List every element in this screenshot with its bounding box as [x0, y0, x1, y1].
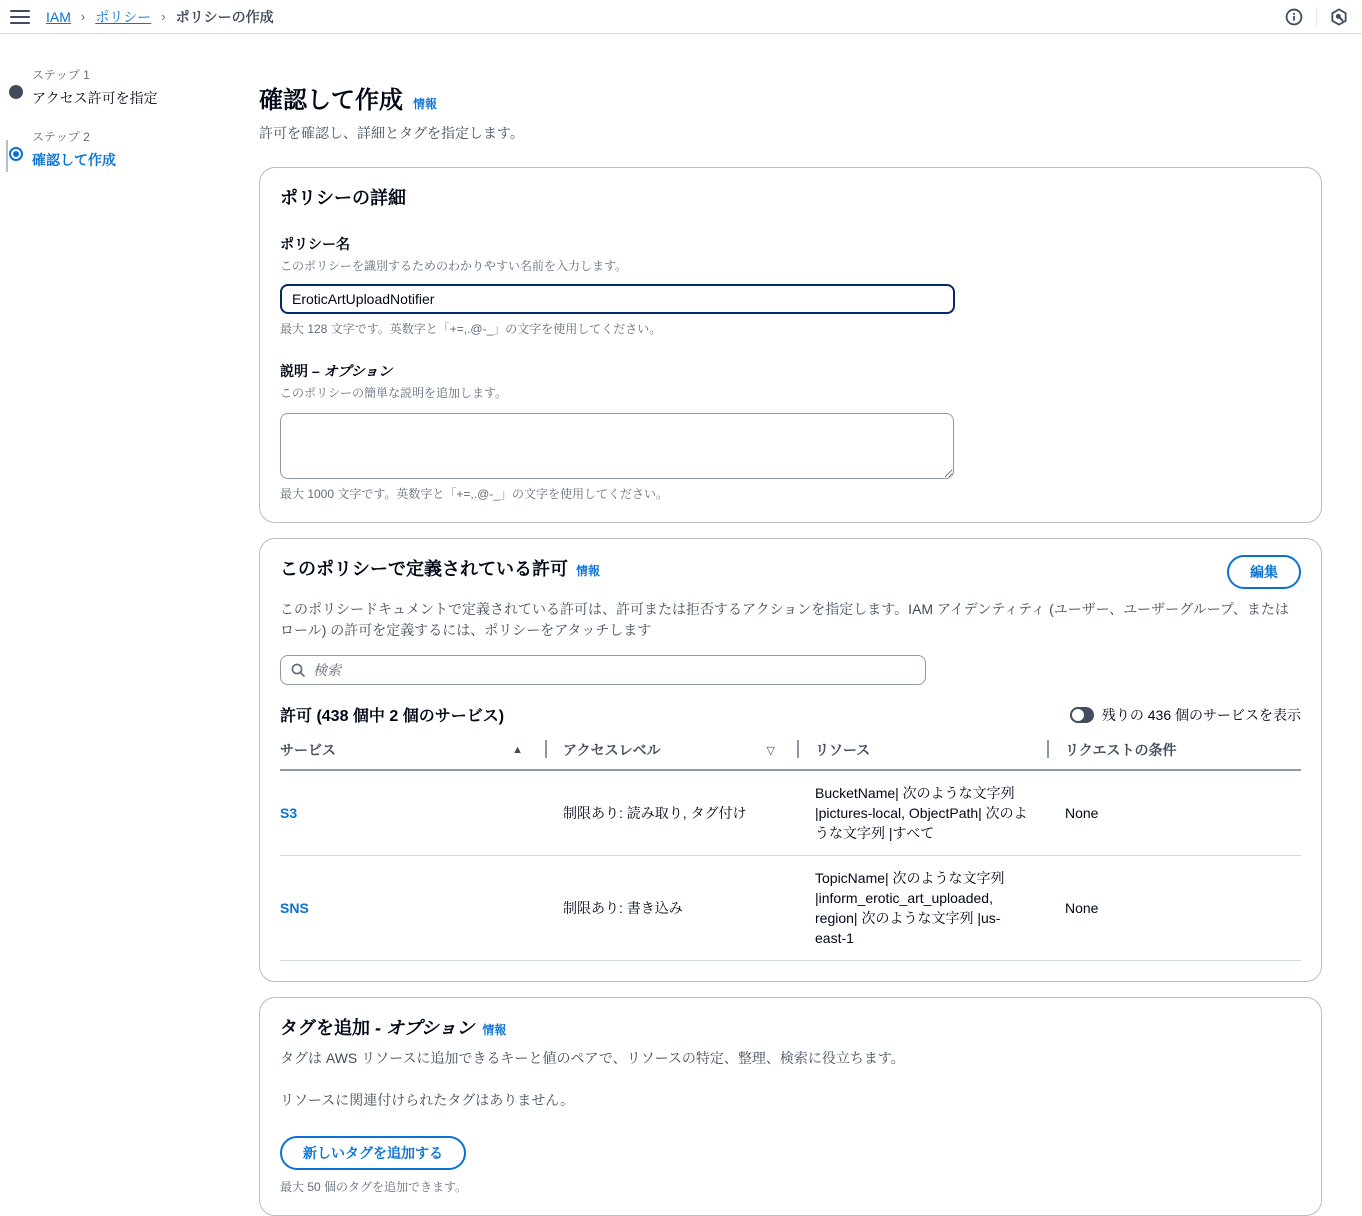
description-help: このポリシーの簡単な説明を追加します。: [280, 386, 508, 400]
tags-info-link[interactable]: 情報: [482, 1023, 507, 1037]
info-icon[interactable]: [1283, 6, 1305, 28]
wizard-steps-nav: [0, 34, 259, 1216]
topbar-divider: [1316, 7, 1317, 27]
permissions-count-heading: 許可 (438 個中 2 個のサービス): [280, 708, 505, 725]
tags-description: タグは AWS リソースに追加できるキーと値のペアで、リソースの特定、整理、検索に役立ちます。: [280, 1050, 905, 1066]
add-new-tag-button[interactable]: 新しいタグを追加する: [280, 1136, 466, 1170]
service-link-sns[interactable]: SNS: [280, 900, 309, 916]
permissions-info-link[interactable]: 情報: [576, 564, 601, 578]
permissions-table: [280, 740, 1301, 961]
breadcrumb-separator: ›: [80, 9, 86, 24]
amazon-q-icon[interactable]: [1328, 6, 1350, 28]
policy-details-card: [259, 167, 1322, 523]
step-1-completed-icon: [9, 85, 23, 99]
tags-title: タグを追加 - オプション: [280, 1018, 475, 1038]
description-textarea[interactable]: [280, 413, 954, 479]
permissions-card: [259, 538, 1322, 982]
policy-name-help: このポリシーを識別するためのわかりやすい名前を入力します。: [280, 259, 628, 273]
search-icon: [290, 662, 306, 681]
policy-name-input[interactable]: [280, 284, 955, 314]
column-header-request-condition[interactable]: リクエストの条件: [1047, 740, 1301, 760]
top-navigation-bar: [0, 0, 1362, 34]
step-2-title: 確認して作成: [32, 152, 116, 168]
topbar-actions: [1283, 6, 1350, 28]
page-title-info-link[interactable]: 情報: [413, 97, 438, 111]
step-2-label: ステップ 2: [32, 130, 90, 144]
step-1-item[interactable]: [9, 66, 259, 108]
tags-constraint: 最大 50 個のタグを追加できます。: [280, 1180, 468, 1194]
policy-name-constraint: 最大 128 文字です。英数字と「+=,.@-_」の文字を使用してください。: [280, 322, 662, 336]
description-label: 説明 – オプション: [280, 363, 393, 379]
show-remaining-services-toggle[interactable]: [1070, 705, 1301, 725]
resource-cell: TopicName| 次のような文字列 |inform_erotic_art_uploaded, region| 次のような文字列 |us-east-1: [815, 870, 1005, 946]
table-row: [280, 856, 1301, 961]
description-constraint: 最大 1000 文字です。英数字と「+=,.@-_」の文字を使用してください。: [280, 487, 668, 501]
breadcrumb: [46, 7, 274, 27]
breadcrumb-iam[interactable]: IAM: [46, 8, 71, 25]
column-header-access-level[interactable]: アクセスレベル ▽: [545, 740, 797, 760]
step-2-item: [9, 128, 259, 170]
breadcrumb-policies[interactable]: ポリシー: [95, 8, 152, 25]
policy-name-label: ポリシー名: [280, 236, 350, 252]
tags-empty-text: リソースに関連付けられたタグはありません。: [280, 1092, 575, 1108]
access-level-cell: 制限あり: 書き込み: [563, 900, 683, 916]
policy-details-title: ポリシーの詳細: [280, 188, 406, 208]
toggle-switch-icon[interactable]: [1070, 707, 1094, 723]
column-header-service[interactable]: サービス ▲: [280, 742, 523, 758]
resource-cell: BucketName| 次のような文字列 |pictures-local, ObjectPath| 次のような文字列 |すべて: [815, 785, 1028, 841]
step-1-title[interactable]: アクセス許可を指定: [32, 90, 158, 106]
permissions-title: このポリシーで定義されている許可: [280, 559, 568, 579]
step-connector-line: [6, 140, 8, 172]
breadcrumb-separator: ›: [161, 9, 166, 24]
tags-card: [259, 997, 1322, 1216]
condition-cell: None: [1065, 900, 1099, 916]
menu-icon[interactable]: [10, 10, 30, 24]
service-link-s3[interactable]: S3: [280, 805, 298, 821]
edit-permissions-button[interactable]: 編集: [1227, 555, 1301, 589]
sort-ascending-icon[interactable]: ▲: [512, 744, 523, 756]
search-input[interactable]: [280, 655, 926, 685]
step-2-current-icon: [9, 147, 23, 161]
main-content: [259, 34, 1322, 1216]
condition-cell: None: [1065, 805, 1099, 821]
permissions-description: このポリシードキュメントで定義されている許可は、許可または拒否するアクションを指定します。IAM アイデンティティ (ユーザー、ユーザーグループ、またはロール) の許可を定義するには、ポリシーをアタッチします: [280, 601, 1289, 638]
page-subtitle: 許可を確認し、詳細とタグを指定します。: [259, 125, 524, 141]
access-level-cell: 制限あり: 読み取り, タグ付け: [563, 805, 747, 821]
page-title: 確認して作成: [259, 87, 403, 114]
column-header-resource[interactable]: リソース: [797, 740, 1047, 760]
breadcrumb-current: ポリシーの作成: [175, 8, 274, 25]
toggle-label: 残りの 436 個のサービスを表示: [1101, 706, 1301, 723]
table-header-row: [280, 740, 1301, 771]
sort-none-icon[interactable]: ▽: [766, 744, 775, 757]
step-1-label: ステップ 1: [32, 68, 90, 82]
table-row: [280, 771, 1301, 856]
